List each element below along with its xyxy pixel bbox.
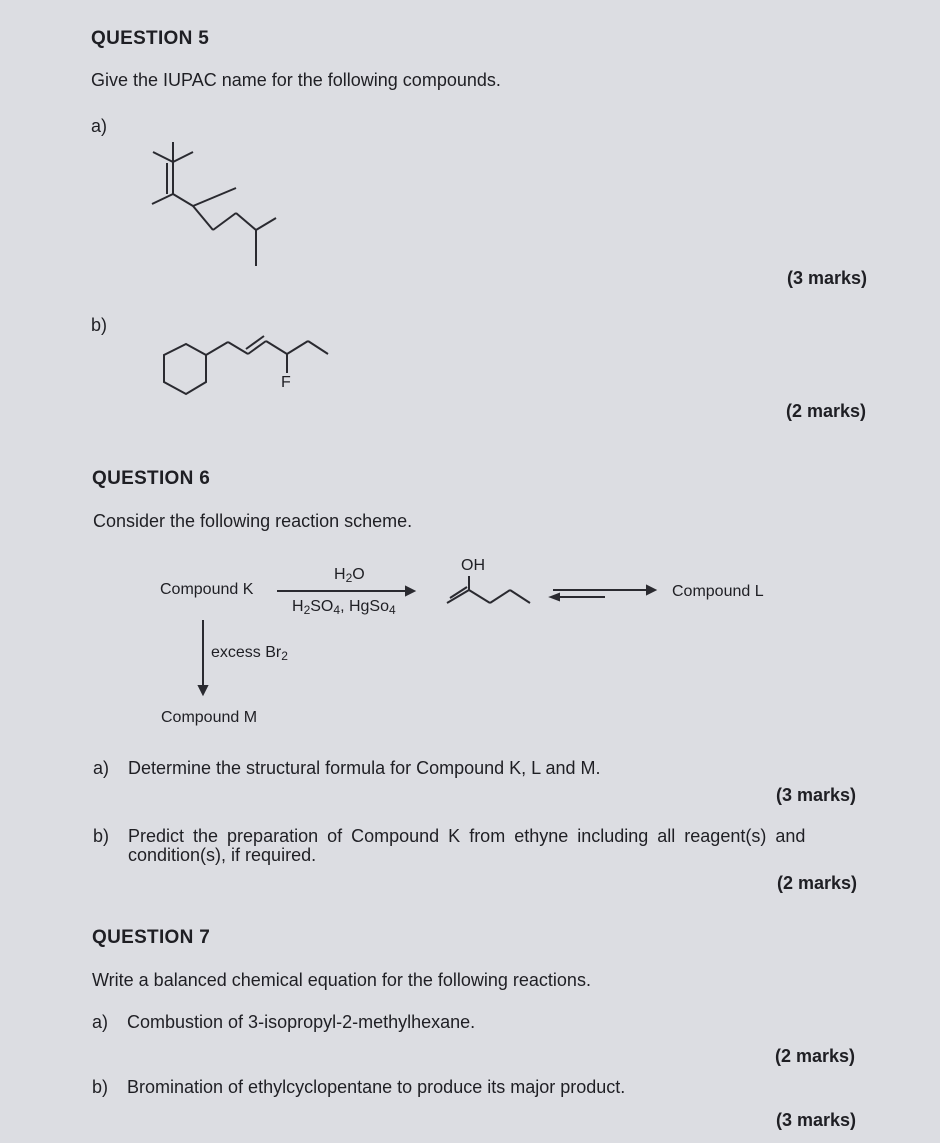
q6-part-a-marks: (3 marks)	[776, 785, 857, 805]
hydroxyl-label: OH	[461, 557, 485, 574]
q5-part-b-label: b)	[91, 315, 108, 335]
q6-part-a-label: a)	[93, 758, 110, 778]
q7-part-b-text: Bromination of ethylcyclopentane to produce its major product.	[127, 1077, 626, 1097]
q5-part-a-label: a)	[91, 116, 108, 136]
q5-part-a-marks: (3 marks)	[787, 268, 868, 288]
compound-k-label: Compound K	[160, 581, 254, 598]
question-7-instruction: Write a balanced chemical equation for the following reactions.	[92, 970, 591, 990]
q6-part-b-label: b)	[93, 826, 110, 846]
q7-part-a-label: a)	[92, 1012, 109, 1032]
q7-part-a-text: Combustion of 3-isopropyl-2-methylhexane.	[127, 1012, 476, 1032]
q7-part-a-marks: (2 marks)	[775, 1046, 856, 1066]
question-5-heading: QUESTION 5	[91, 28, 210, 49]
q6-part-a-text: Determine the structural formula for Compound K, L and M.	[128, 758, 601, 778]
compound-l-label: Compound L	[672, 583, 764, 600]
reagent-bromine: excess $Br_2$	[211, 644, 288, 663]
q6-part-b-text-line1: Predict the preparation of Compound K from ethyne including all reagent(s) and	[128, 826, 806, 846]
question-7-heading: QUESTION 7	[92, 927, 211, 948]
reagent-acid-catalyst: $H_2SO_4$, HgSo$_4$	[292, 598, 396, 617]
compound-m-label: Compound M	[161, 709, 258, 726]
q7-part-b-label: b)	[92, 1077, 109, 1097]
q5-b-fluorine-label: F	[281, 374, 291, 391]
question-6-heading: QUESTION 6	[92, 468, 211, 489]
q6-part-b-marks: (2 marks)	[777, 873, 858, 893]
q5-part-b-marks: (2 marks)	[786, 401, 867, 421]
question-5-instruction: Give the IUPAC name for the following compounds.	[91, 70, 501, 90]
reagent-water: $H_2O$	[334, 566, 365, 585]
q6-part-b-text-line2: condition(s), if required.	[128, 845, 317, 865]
q7-part-b-marks: (3 marks)	[776, 1110, 857, 1130]
question-6-instruction: Consider the following reaction scheme.	[93, 511, 413, 531]
